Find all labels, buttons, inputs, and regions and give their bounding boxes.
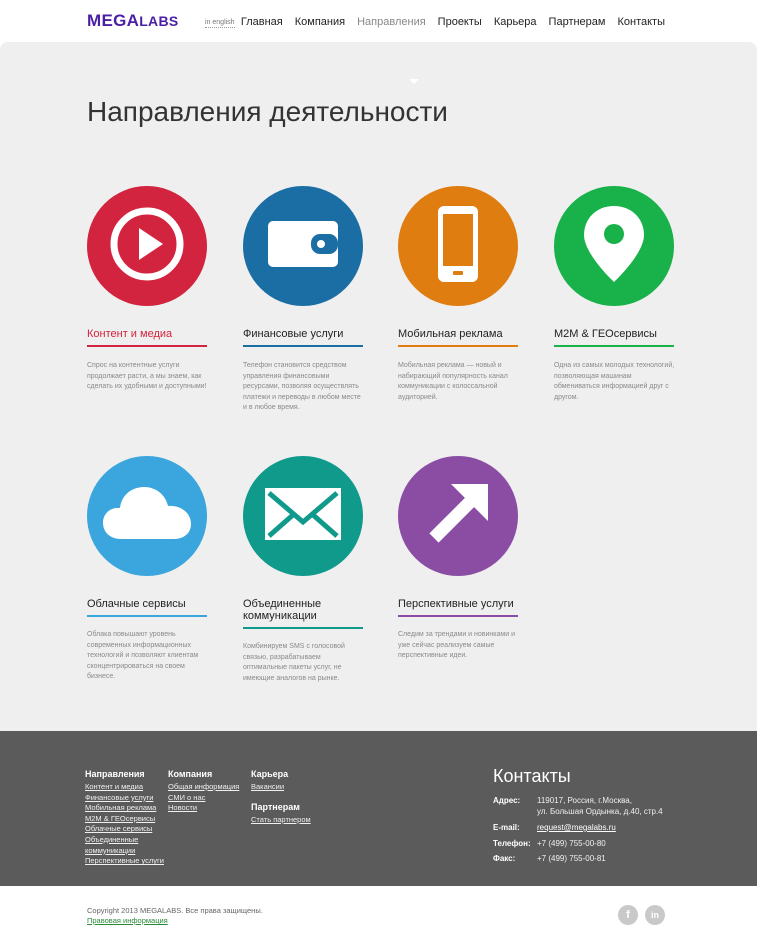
card-description: Телефон становится средством управления финансовыми ресурсами, позволяя осуществлять платежи и переводы в любом месте и в любое время.	[243, 362, 361, 411]
card-underline	[554, 345, 674, 347]
wallet-icon	[263, 204, 343, 289]
footer-link[interactable]: Облачные сервисы	[85, 824, 153, 834]
footer-col-title: Компания	[168, 769, 213, 779]
footer-col-title: Направления	[85, 769, 145, 779]
card-description: Облака повышают уровень современных информационных технологий и позволяют клиентам сконцентрироваться на своем бизнесе.	[87, 631, 199, 680]
bottom-bar	[0, 886, 757, 946]
footer-link[interactable]: Новости	[168, 803, 198, 813]
legal-info-link[interactable]: Правовая информация	[87, 916, 168, 925]
card-title[interactable]: Финансовые услуги	[243, 328, 344, 340]
card-title[interactable]: Объединенные коммуникации	[243, 598, 322, 622]
nav-item-contacts[interactable]: Контакты	[617, 16, 665, 28]
footer-link[interactable]: Общая информация	[168, 782, 240, 791]
nav-item-partners[interactable]: Партнерам	[548, 16, 606, 28]
footer-link[interactable]: Контент и медиа	[85, 782, 144, 791]
linkedin-icon[interactable]: in	[645, 905, 665, 925]
nav-item-home[interactable]: Главная	[240, 16, 283, 28]
card-underline	[87, 615, 207, 617]
card-underline	[87, 345, 207, 347]
card-icon-circle	[398, 456, 518, 576]
contact-label: Телефон:	[493, 839, 531, 848]
nav-item-directions[interactable]: Направления	[357, 16, 426, 28]
card-prospective[interactable]	[398, 456, 520, 659]
contact-value: +7 (499) 755-00-80	[537, 839, 606, 848]
footer-link[interactable]: коммуникации	[85, 845, 136, 855]
card-icon-circle	[554, 186, 674, 306]
logo-text-small: LABS	[139, 13, 179, 29]
card-description: Комбинируем SMS с голосовой связью, разрабатываем оптимальные пакеты услуг, не имеющие аналогов на рынке.	[243, 643, 345, 682]
page-title: Направления деятельности	[87, 96, 448, 127]
footer-link[interactable]: Стать партнером	[251, 815, 311, 824]
card-icon-circle	[243, 456, 363, 576]
footer-link[interactable]: Перспективные услуги	[85, 856, 164, 866]
card-mobile-ads[interactable]	[398, 186, 520, 401]
card-underline	[243, 345, 363, 347]
contact-value: ул. Большая Ордынка, д.40, стр.4	[537, 807, 663, 816]
footer-col-title: Карьера	[251, 769, 289, 779]
card-description: Мобильная реклама — новый и набирающий популярность канал коммуникации с колоссальной аудиторией.	[398, 362, 508, 401]
language-switch[interactable]: in english	[205, 19, 235, 26]
main-nav	[241, 16, 665, 28]
active-nav-caret	[409, 79, 419, 84]
card-description: Следим за трендами и новинками и уже сейчас реализуем самые перспективные идеи.	[398, 631, 515, 659]
card-description: Одна из самых молодых технологий, позволяющая машинам обмениваться информацией друг с другом.	[554, 362, 675, 401]
nav-item-projects[interactable]: Проекты	[437, 16, 482, 28]
card-underline	[398, 615, 518, 617]
card-unified-comms[interactable]	[243, 456, 365, 682]
footer-col-directions	[85, 769, 164, 867]
nav-item-career[interactable]: Карьера	[493, 16, 537, 28]
smartphone-icon	[418, 204, 498, 289]
contacts-title: Контакты	[493, 766, 571, 786]
card-title[interactable]: M2M & ГЕОсервисы	[554, 328, 657, 340]
copyright-text: Copyright 2013 MEGALABS. Все права защищены.	[87, 906, 263, 915]
footer-link[interactable]: СМИ о нас	[168, 792, 206, 802]
card-underline	[243, 627, 363, 629]
site-footer	[0, 731, 757, 886]
card-icon-circle	[243, 186, 363, 306]
cloud-icon	[99, 479, 195, 554]
footer-link[interactable]: M2M & ГЕОсервисы	[85, 813, 156, 823]
contact-label: Адрес:	[493, 796, 521, 805]
nav-item-company[interactable]: Компания	[294, 16, 346, 28]
card-cloud[interactable]	[87, 456, 209, 680]
card-title[interactable]: Мобильная реклама	[398, 328, 503, 340]
card-content-media[interactable]	[87, 186, 209, 390]
card-icon-circle	[398, 186, 518, 306]
envelope-icon	[261, 482, 345, 551]
card-finance[interactable]	[243, 186, 365, 411]
play-icon	[107, 204, 187, 289]
facebook-icon[interactable]: f	[618, 905, 638, 925]
map-pin-icon	[574, 204, 654, 289]
card-title[interactable]: Перспективные услуги	[398, 598, 514, 610]
site-header	[0, 0, 757, 42]
card-m2m-geo[interactable]	[554, 186, 676, 401]
contact-label: E-mail:	[493, 823, 520, 832]
footer-col-company	[168, 769, 239, 814]
contact-value: +7 (499) 755-00-81	[537, 854, 606, 863]
contact-value: 119017, Россия, г.Москва,	[537, 796, 632, 805]
email-link[interactable]: request@megalabs.ru	[537, 823, 616, 832]
card-title[interactable]: Облачные сервисы	[87, 598, 186, 610]
footer-col-career	[251, 769, 288, 793]
card-icon-circle	[87, 186, 207, 306]
footer-link[interactable]: Вакансии	[251, 782, 285, 791]
card-underline	[398, 345, 518, 347]
logo[interactable]	[87, 11, 179, 31]
footer-link[interactable]: Объединенные	[85, 834, 139, 844]
card-description: Спрос на контентные услуги продолжает расти, а мы знаем, как сделать их удобными и доступными!	[87, 362, 207, 390]
footer-link[interactable]: Финансовые услуги	[85, 792, 154, 802]
footer-col-title: Партнерам	[251, 802, 300, 812]
footer-link[interactable]: Мобильная реклама	[85, 803, 157, 813]
logo-text-big: MEGA	[87, 11, 140, 30]
arrow-up-right-icon	[418, 474, 498, 559]
card-icon-circle	[87, 456, 207, 576]
footer-col-partners	[251, 802, 311, 826]
card-title[interactable]: Контент и медиа	[87, 328, 173, 340]
contact-label: Факс:	[493, 854, 516, 863]
main-content	[0, 42, 757, 731]
